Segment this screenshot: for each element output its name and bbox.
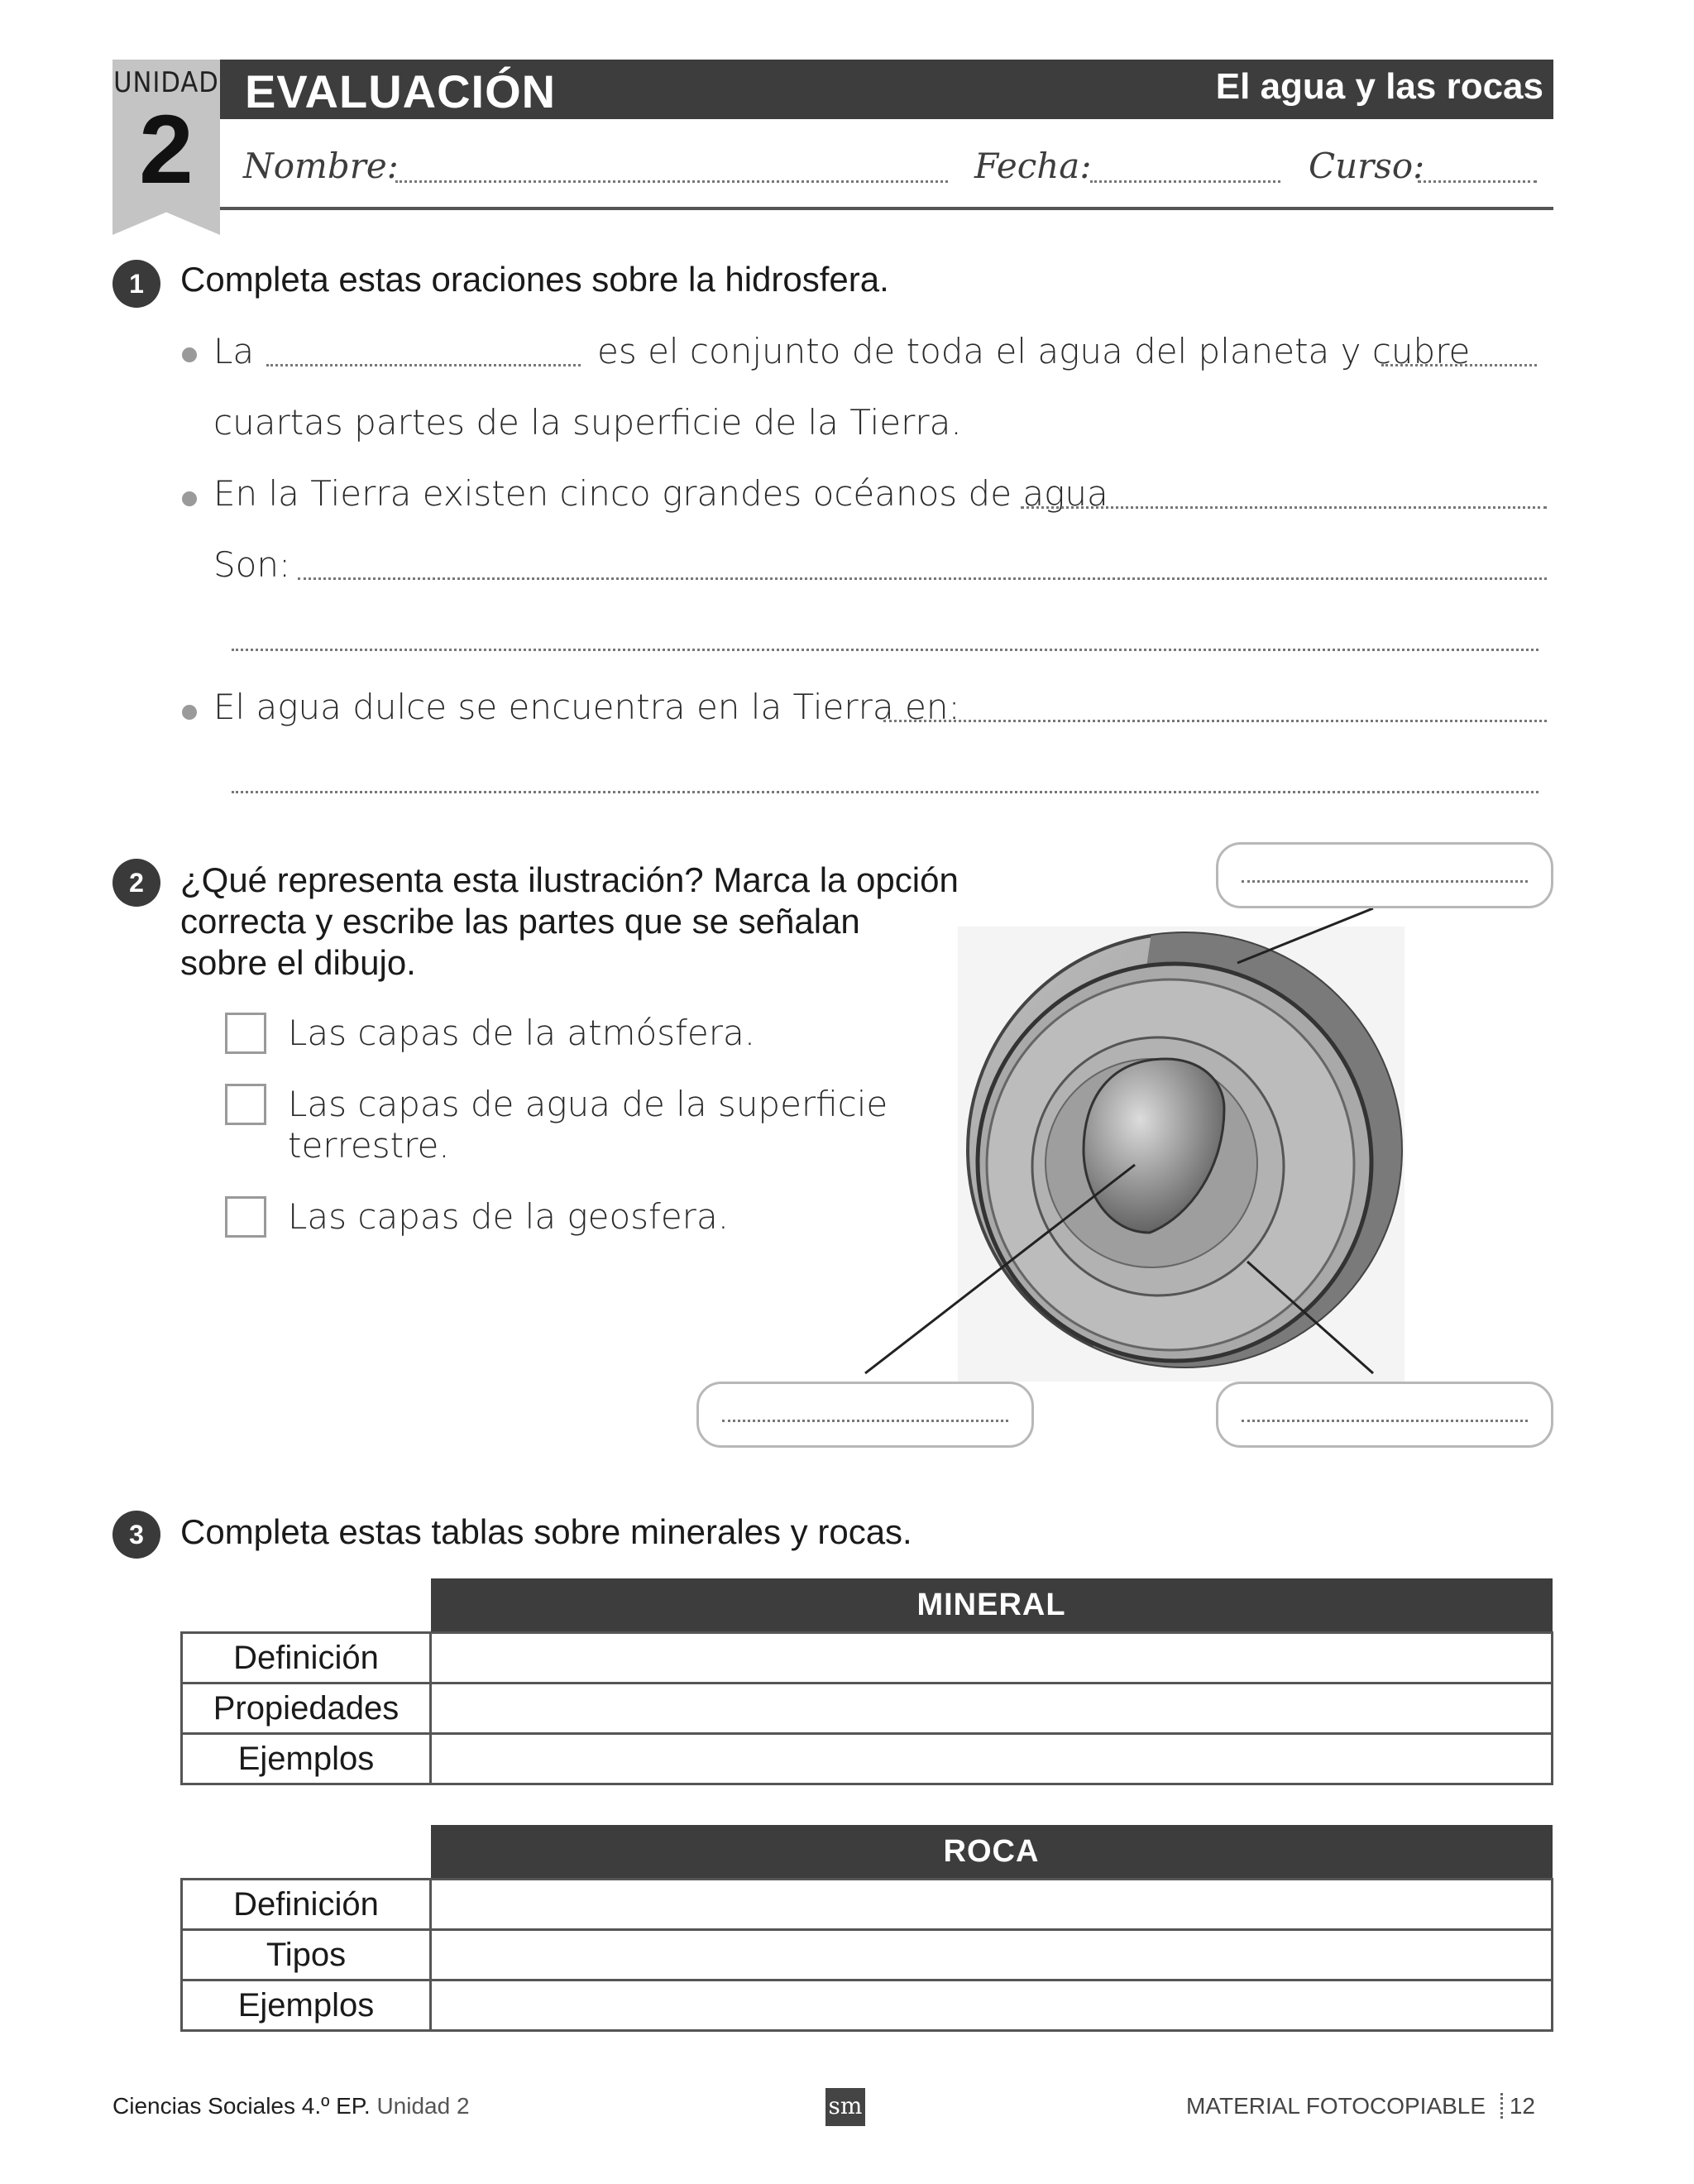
earth-layers-illustration	[695, 836, 1563, 1464]
q1-b3-text1: El agua dulce se encuentra en la Tierra en:	[213, 687, 960, 727]
footer-book-title: Ciencias Sociales 4.º EP.	[112, 2093, 371, 2119]
name-field[interactable]	[395, 180, 948, 183]
question-3-number: 3	[112, 1511, 160, 1559]
table-corner	[182, 1825, 431, 1880]
table-corner	[182, 1578, 431, 1633]
q1-b1-text1: La	[213, 331, 255, 371]
row-label: Propiedades	[182, 1684, 431, 1734]
label-blank[interactable]	[1242, 1420, 1528, 1422]
table-row	[182, 1734, 1553, 1784]
option-water-checkbox[interactable]	[225, 1084, 266, 1125]
bullet	[182, 347, 197, 362]
table-row	[182, 1980, 1553, 2031]
q1-b1-blank2[interactable]	[1381, 364, 1537, 366]
q1-b2-blank3[interactable]	[232, 649, 1538, 651]
row-label: Definición	[182, 1633, 431, 1684]
answer-cell[interactable]	[431, 1880, 1553, 1930]
date-field[interactable]	[1090, 180, 1280, 183]
header-rule	[220, 207, 1553, 210]
page-topic: El agua y las rocas	[1215, 66, 1543, 107]
mineral-table	[180, 1578, 1553, 1785]
q1-b2-text2: Son:	[213, 544, 291, 585]
q1-b3-blank2[interactable]	[232, 791, 1538, 793]
publisher-logo: sm	[825, 2088, 865, 2126]
question-2-prompt-line2: correcta y escribe las partes que se señalan	[180, 902, 860, 941]
footer-material-label: MATERIAL FOTOCOPIABLE	[1186, 2093, 1486, 2119]
option-water-label-line2: terrestre.	[288, 1125, 450, 1166]
q1-b3-blank1[interactable]	[883, 720, 1547, 722]
label-blank[interactable]	[722, 1420, 1008, 1422]
page-number: 12	[1500, 2093, 1535, 2119]
roca-table-title: ROCA	[431, 1825, 1553, 1880]
question-3-prompt: Completa estas tablas sobre minerales y rocas.	[180, 1512, 912, 1551]
bullet	[182, 491, 197, 506]
unit-number: 2	[139, 95, 194, 204]
date-label: Fecha:	[974, 146, 1092, 186]
option-atmosphere-label: Las capas de la atmósfera.	[288, 1013, 756, 1053]
label-box-core[interactable]	[696, 1382, 1034, 1448]
q1-b1-blank1[interactable]	[266, 364, 581, 366]
answer-cell[interactable]	[431, 1633, 1553, 1684]
course-field[interactable]	[1418, 180, 1537, 183]
label-blank[interactable]	[1242, 880, 1528, 883]
question-1-number: 1	[112, 260, 160, 308]
q1-b2-blank2[interactable]	[298, 577, 1547, 580]
page-title: EVALUACIÓN	[245, 65, 557, 117]
q1-b2-text1: En la Tierra existen cinco grandes océanos de agua	[213, 473, 1108, 514]
course-label: Curso:	[1309, 146, 1425, 186]
option-water-label: Las capas de agua de la superficie	[288, 1084, 888, 1124]
option-geosphere-label: Las capas de la geosfera.	[288, 1196, 730, 1237]
option-geosphere-checkbox[interactable]	[225, 1196, 266, 1238]
table-row	[182, 1880, 1553, 1930]
table-row	[182, 1684, 1553, 1734]
footer-book	[112, 2093, 470, 2119]
option-atmosphere-checkbox[interactable]	[225, 1013, 266, 1054]
bullet	[182, 705, 197, 720]
row-label: Definición	[182, 1880, 431, 1930]
question-2-number: 2	[112, 859, 160, 907]
table-row	[182, 1633, 1553, 1684]
table-row	[182, 1930, 1553, 1980]
row-label: Ejemplos	[182, 1734, 431, 1784]
answer-cell[interactable]	[431, 1980, 1553, 2031]
label-box-crust[interactable]	[1216, 842, 1553, 908]
question-1-prompt: Completa estas oraciones sobre la hidrosfera.	[180, 260, 889, 299]
answer-cell[interactable]	[431, 1734, 1553, 1784]
roca-table	[180, 1825, 1553, 2032]
question-2-prompt-line1: ¿Qué representa esta ilustración? Marca la opción	[180, 860, 959, 899]
label-box-mantle[interactable]	[1216, 1382, 1553, 1448]
name-label: Nombre:	[243, 146, 399, 186]
unit-label: UNIDAD	[113, 66, 219, 99]
q1-b1-text2: es el conjunto de toda el agua del planeta y cubre	[597, 331, 1471, 371]
question-2-prompt-line3: sobre el dibujo.	[180, 943, 416, 982]
footer-unit: Unidad 2	[376, 2093, 470, 2119]
q1-b2-blank1[interactable]	[1021, 506, 1547, 509]
footer-material	[1186, 2093, 1543, 2119]
row-label: Tipos	[182, 1930, 431, 1980]
q1-b1-text3: cuartas partes de la superficie de la Tierra.	[213, 402, 962, 443]
answer-cell[interactable]	[431, 1930, 1553, 1980]
answer-cell[interactable]	[431, 1684, 1553, 1734]
row-label: Ejemplos	[182, 1980, 431, 2031]
mineral-table-title: MINERAL	[431, 1578, 1553, 1633]
